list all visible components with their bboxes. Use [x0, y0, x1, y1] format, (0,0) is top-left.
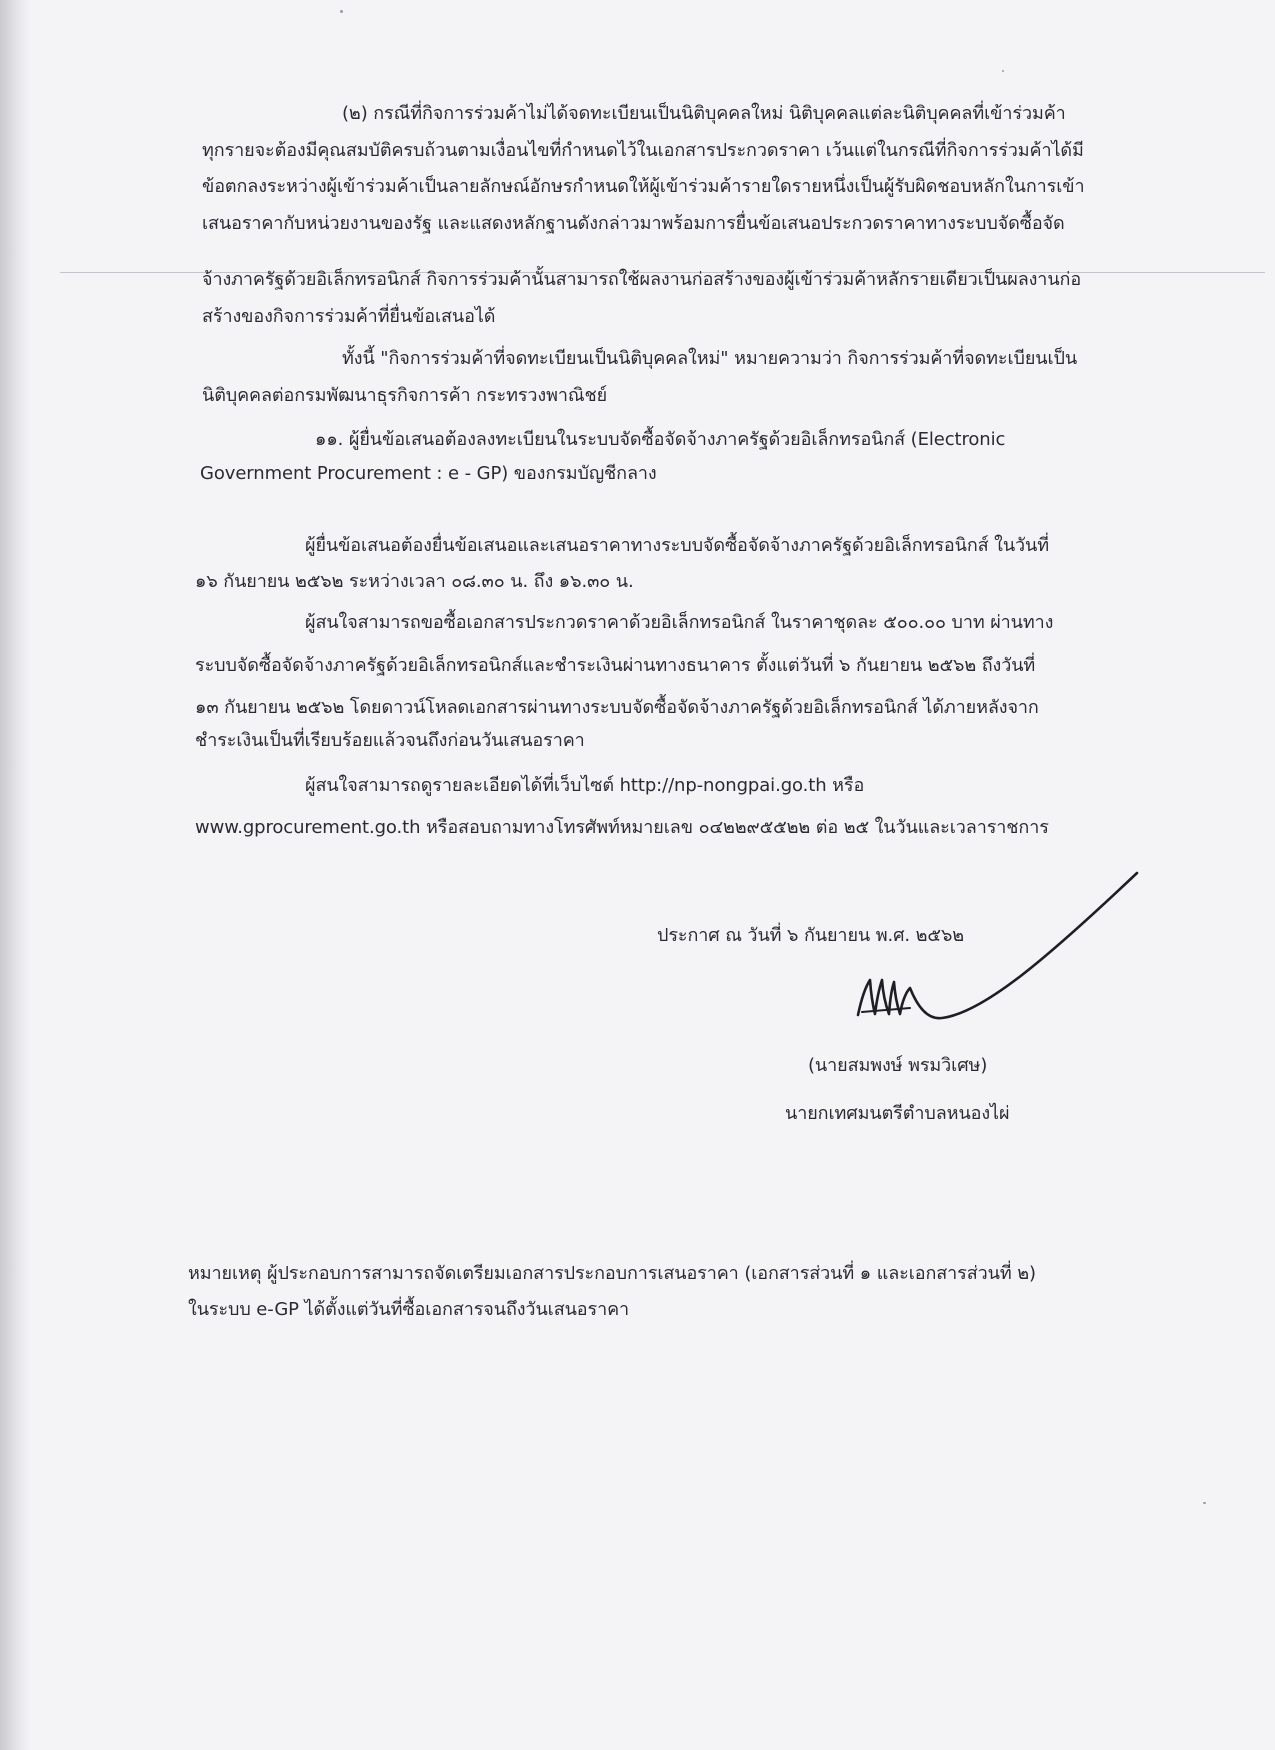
note-line: ในระบบ e-GP ได้ตั้งแต่วันที่ซื้อเอกสารจนถึงวันเสนอราคา: [188, 1299, 630, 1320]
body-line: ข้อตกลงระหว่างผู้เข้าร่วมค้าเป็นลายลักษณ์อักษรกำหนดให้ผู้เข้าร่วมค้ารายใดรายหนึ่งเป็นผู้รับผิดชอบหลักในการเข้า: [202, 176, 1085, 197]
body-line: ผู้สนใจสามารถดูรายละเอียดได้ที่เว็บไซต์ http://np-nongpai.go.th หรือ: [305, 775, 865, 796]
announcement-date: ประกาศ ณ วันที่ ๖ กันยายน พ.ศ. ๒๕๖๒: [657, 925, 965, 946]
body-line: จ้างภาครัฐด้วยอิเล็กทรอนิกส์ กิจการร่วมค้านั้นสามารถใช้ผลงานก่อสร้างของผู้เข้าร่วมค้าหลักรายเดียวเป็นผลงานก่อ: [202, 269, 1082, 290]
body-line: ๑๑. ผู้ยื่นข้อเสนอต้องลงทะเบียนในระบบจัดซื้อจัดจ้างภาครัฐด้วยอิเล็กทรอนิกส์ (Electronic: [315, 429, 1006, 450]
scan-speck: [1203, 1502, 1206, 1504]
scan-speck: [340, 10, 343, 13]
body-line: เสนอราคากับหน่วยงานของรัฐ และแสดงหลักฐานดังกล่าวมาพร้อมการยื่นข้อเสนอประกวดราคาทางระบบจัดซื้อจัด: [202, 213, 1065, 234]
body-line: ผู้สนใจสามารถขอซื้อเอกสารประกวดราคาด้วยอิเล็กทรอนิกส์ ในราคาชุดละ ๕๐๐.๐๐ บาท ผ่านทาง: [305, 612, 1054, 633]
body-line: (๒) กรณีที่กิจการร่วมค้าไม่ได้จดทะเบียนเป็นนิติบุคคลใหม่ นิติบุคคลแต่ละนิติบุคคลที่เข้าร่วมค้า: [342, 103, 1066, 124]
scan-shadow-edge: [0, 0, 30, 1750]
signer-position: นายกเทศมนตรีตำบลหนองไผ่: [785, 1103, 1010, 1124]
note-line: หมายเหตุ ผู้ประกอบการสามารถจัดเตรียมเอกสารประกอบการเสนอราคา (เอกสารส่วนที่ ๑ และเอกสารส่วนที่ ๒): [188, 1263, 1036, 1284]
body-line: ระบบจัดซื้อจัดจ้างภาครัฐด้วยอิเล็กทรอนิกส์และชำระเงินผ่านทางธนาคาร ตั้งแต่วันที่ ๖ กันยายน ๒๕๖๒ ถึงวันที่: [195, 655, 1036, 676]
handwritten-signature: [852, 868, 1142, 1028]
body-line: www.gprocurement.go.th หรือสอบถามทางโทรศัพท์หมายเลข ๐๔๒๒๙๕๕๒๒ ต่อ ๒๕ ในวันและเวลาราชการ: [195, 817, 1049, 838]
body-line: ชำระเงินเป็นที่เรียบร้อยแล้วจนถึงก่อนวันเสนอราคา: [195, 730, 585, 751]
body-line: ๑๓ กันยายน ๒๕๖๒ โดยดาวน์โหลดเอกสารผ่านทางระบบจัดซื้อจัดจ้างภาครัฐด้วยอิเล็กทรอนิกส์ ได้ภายหลังจาก: [195, 697, 1039, 718]
body-line: ทุกรายจะต้องมีคุณสมบัติครบถ้วนตามเงื่อนไขที่กำหนดไว้ในเอกสารประกวดราคา เว้นแต่ในกรณีที่กิจการร่วมค้าได้มี: [202, 140, 1084, 161]
body-line: นิติบุคคลต่อกรมพัฒนาธุรกิจการค้า กระทรวงพาณิชย์: [202, 385, 608, 406]
body-line: ๑๖ กันยายน ๒๕๖๒ ระหว่างเวลา ๐๘.๓๐ น. ถึง ๑๖.๓๐ น.: [195, 571, 634, 592]
body-line: ผู้ยื่นข้อเสนอต้องยื่นข้อเสนอและเสนอราคาทางระบบจัดซื้อจัดจ้างภาครัฐด้วยอิเล็กทรอนิกส์ ในวันที่: [305, 535, 1050, 556]
signer-name: (นายสมพงษ์ พรมวิเศษ): [808, 1055, 988, 1076]
scan-speck: [1002, 70, 1004, 72]
body-line: สร้างของกิจการร่วมค้าที่ยื่นข้อเสนอได้: [202, 306, 496, 327]
body-line: Government Procurement : e - GP) ของกรมบัญชีกลาง: [200, 463, 657, 484]
body-line: ทั้งนี้ "กิจการร่วมค้าที่จดทะเบียนเป็นนิติบุคคลใหม่" หมายความว่า กิจการร่วมค้าที่จดทะเบียนเป็น: [342, 348, 1078, 369]
